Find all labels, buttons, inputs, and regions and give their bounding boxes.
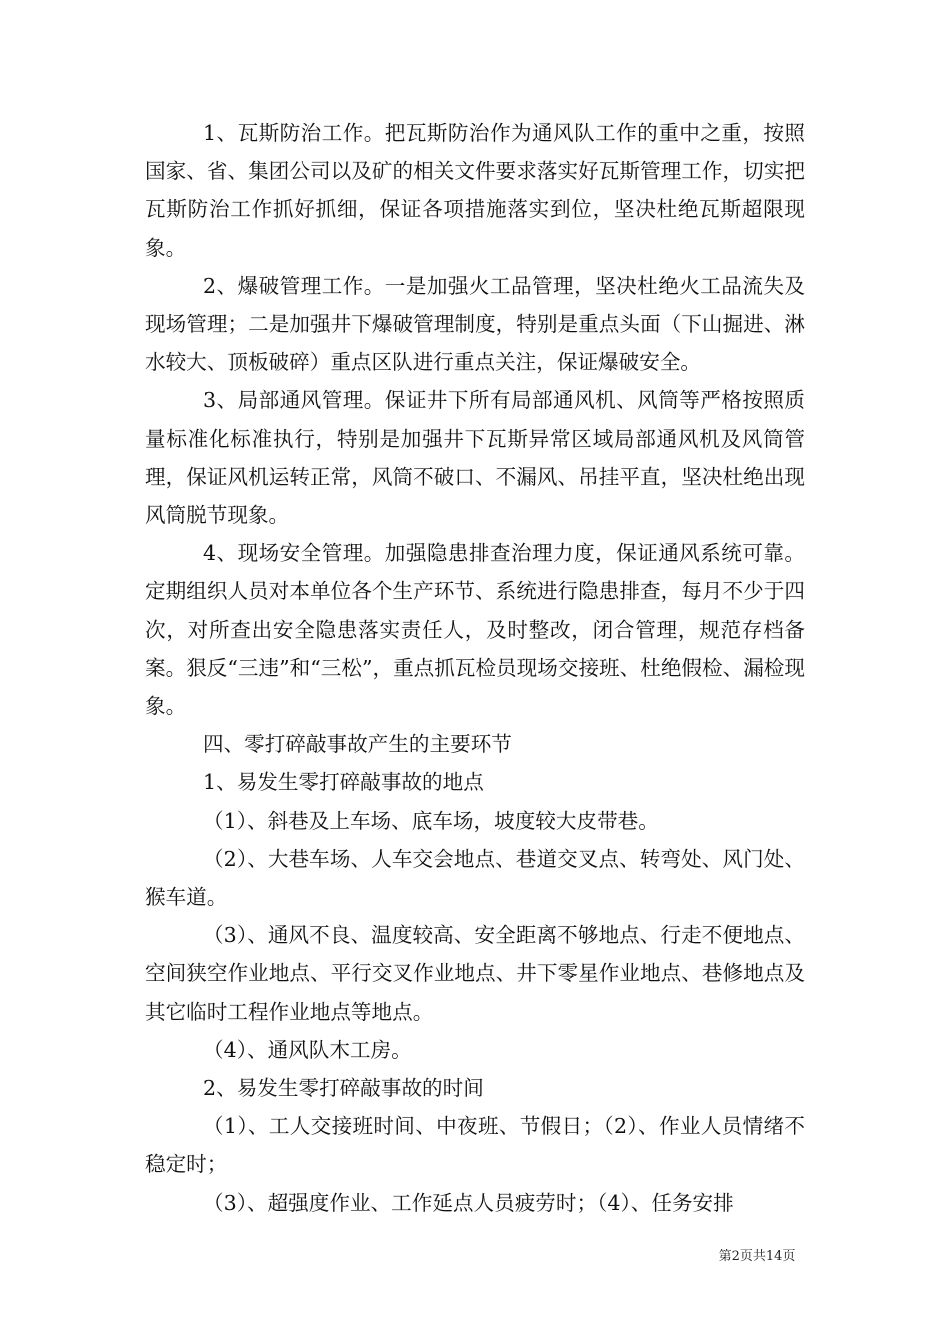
subheading-accident-times: 2、易发生零打碎敲事故的时间 [203,1076,484,1101]
subheading-accident-locations: 1、易发生零打碎敲事故的地点 [203,770,484,795]
list-item-location-3: （3）、通风不良、温度较高、安全距离不够地点、行走不便地点、空间狭空作业地点、平行交叉作业地点、井下零星作业地点、巷修地点及其它临时工程作业地点等地点。 [145,923,805,1024]
list-item-location-4: （4）、通风队木工房。 [203,1037,412,1062]
page-number: 第2页共14页 [718,1249,796,1264]
list-item-time-1: （1）、工人交接班时间、中夜班、节假日；（2）、作业人员情绪不稳定时； [145,1114,805,1177]
paragraph-site-safety: 4、现场安全管理。加强隐患排查治理力度，保证通风系统可靠。定期组织人员对本单位各个生产环节、系统进行隐患排查，每月不少于四次，对所查出安全隐患落实责任人，及时整改，闭合管理，规范存档备案。狠反“三违”和“三松”，重点抓瓦检员现场交接班、杜绝假检、漏检现象。 [145,541,805,719]
paragraph-blasting-management: 2、爆破管理工作。一是加强火工品管理，坚决杜绝火工品流失及现场管理；二是加强井下爆破管理制度，特别是重点头面（下山掘进、淋水较大、顶板破碎）重点区队进行重点关注，保证爆破安全。 [145,273,805,375]
paragraph-gas-control: 1、瓦斯防治工作。把瓦斯防治作为通风队工作的重中之重，按照国家、省、集团公司以及矿的相关文件要求落实好瓦斯管理工作，切实把瓦斯防治工作抓好抓细，保证各项措施落实到位，坚决杜绝瓦斯超限现象。 [145,121,805,260]
list-item-location-1: （1）、斜巷及上车场、底车场，坡度较大皮带巷。 [203,808,659,833]
document-body [145,114,805,1222]
paragraph-local-ventilation: 3、局部通风管理。保证井下所有局部通风机、风筒等严格按照质量标准化标准执行，特别是加强井下瓦斯异常区域局部通风机及风筒管理，保证风机运转正常，风筒不破口、不漏风、吊挂平直，坚决杜绝出现风筒脱节现象。 [145,388,805,528]
page-footer [0,1245,950,1264]
section-heading-accident-links: 四、零打碎敲事故产生的主要环节 [203,732,512,757]
list-item-location-2: （2）、大巷车场、人车交会地点、巷道交叉点、转弯处、风门处、猴车道。 [145,846,805,910]
list-item-time-2: （3）、超强度作业、工作延点人员疲劳时；（4）、任务安排 [203,1190,734,1215]
